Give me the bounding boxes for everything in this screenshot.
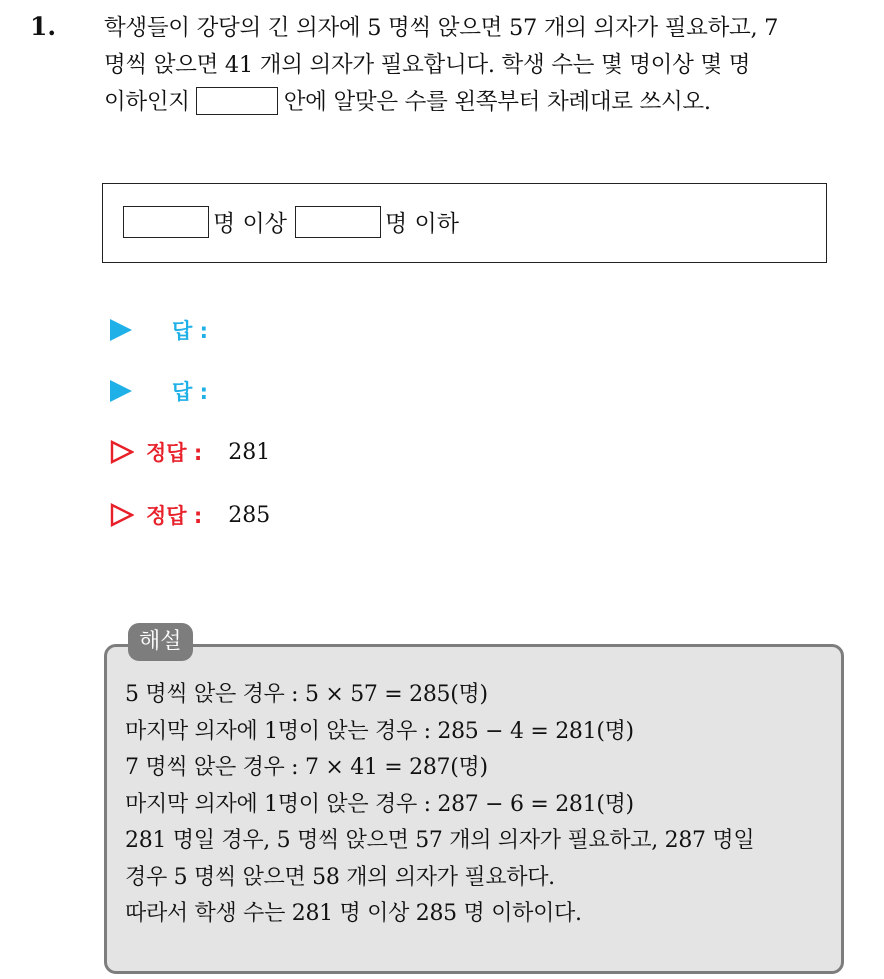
play-triangle-icon <box>110 319 132 341</box>
explanation-line: 마지막 의자에 1명이 앉은 경우 : 287 − 6 = 281(명) <box>125 791 634 817</box>
explanation-box <box>104 644 844 974</box>
question-number: 1. <box>30 12 57 41</box>
explanation-line: 경우 5 명씩 앉으면 58 개의 의자가 필요하다. <box>125 864 555 890</box>
question-line-3-after: 안에 알맞은 수를 왼쪽부터 차례대로 쓰시오. <box>283 89 711 115</box>
correct-answer-row-2 <box>110 500 270 530</box>
inline-blank-box <box>196 87 278 115</box>
correct-answer-row-1 <box>110 437 270 467</box>
explanation-text <box>125 677 754 933</box>
question-line-3-before: 이하인지 <box>104 89 190 115</box>
outline-triangle-icon <box>110 503 134 527</box>
explanation-line: 5 명씩 앉은 경우 : 5 × 57 = 285(명) <box>125 682 488 707</box>
question-text <box>104 10 874 121</box>
answer-label: 답 : <box>172 319 208 343</box>
blank-box-max[interactable] <box>295 206 381 238</box>
fill-in-line <box>123 205 467 238</box>
fill-text-min: 명 이상 <box>213 211 287 237</box>
play-triangle-icon <box>110 380 132 402</box>
correct-answer-value: 281 <box>228 439 271 465</box>
correct-answer-label: 정답 : <box>146 441 203 465</box>
explanation-tag: 해설 <box>128 623 193 661</box>
explanation-line: 7 명씩 앉은 경우 : 7 × 41 = 287(명) <box>125 755 488 780</box>
answer-row-1 <box>110 315 208 345</box>
question-line-2: 명씩 앉으면 41 개의 의자가 필요합니다. 학생 수는 몇 명이상 몇 명 <box>104 52 751 78</box>
blank-box-min[interactable] <box>123 206 209 238</box>
correct-answer-value: 285 <box>228 502 271 528</box>
explanation-line: 마지막 의자에 1명이 앉는 경우 : 285 − 4 = 281(명) <box>125 718 634 744</box>
question-line-3 <box>104 84 874 121</box>
explanation-line: 따라서 학생 수는 281 명 이상 285 명 이하이다. <box>125 901 582 926</box>
explanation-line: 281 명일 경우, 5 명씩 앉으면 57 개의 의자가 필요하고, 287 명일 <box>125 828 755 853</box>
fill-text-max: 명 이하 <box>384 211 459 237</box>
correct-answer-label: 정답 : <box>146 504 203 528</box>
fill-in-box <box>102 183 827 263</box>
answer-row-2 <box>110 376 208 406</box>
outline-triangle-icon <box>110 440 134 464</box>
question-line-1: 학생들이 강당의 긴 의자에 5 명씩 앉으면 57 개의 의자가 필요하고, 7 <box>104 15 779 41</box>
answer-label: 답 : <box>172 380 208 404</box>
